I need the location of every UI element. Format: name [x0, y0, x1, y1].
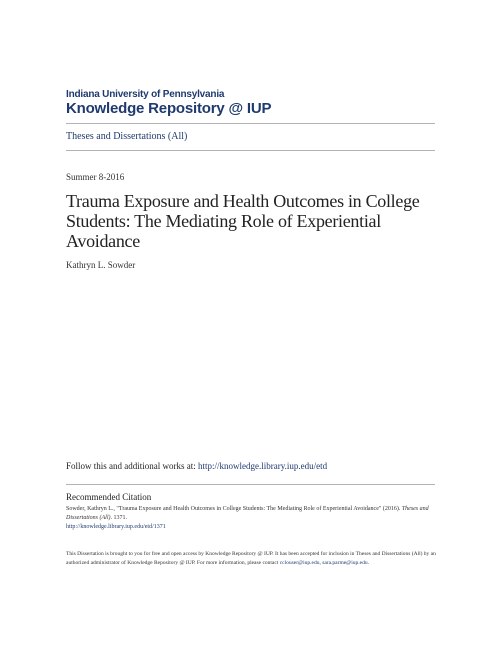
citation-text — [66, 505, 438, 532]
citation-main: Sowder, Kathryn L., "Trauma Exposure and Health Outcomes in College Students: The Mediating Role of Experiential Avoidance" (2016). — [66, 506, 402, 512]
notice-separator: , — [319, 560, 323, 566]
publication-date: Summer 8-2016 — [66, 172, 125, 182]
divider-middle — [66, 150, 435, 151]
contact-email-2[interactable]: sara.parme@iup.edu — [322, 560, 368, 566]
institution-name: Indiana University of Pennsylvania — [66, 89, 225, 100]
collection-link[interactable]: Theses and Dissertations (All) — [66, 131, 188, 142]
divider-lower — [66, 484, 435, 485]
citation-number: . 1371. — [110, 515, 127, 521]
follow-prefix: Follow this and additional works at: — [66, 461, 198, 471]
citation-series: Theses and Dissertations (All) — [66, 506, 429, 521]
divider-top — [66, 123, 435, 124]
follow-line — [66, 461, 327, 471]
document-title: Trauma Exposure and Health Outcomes in College Students: The Mediating Role of Experiential Avoidance — [66, 191, 420, 251]
contact-email-1[interactable]: cclouser@iup.edu — [279, 560, 320, 566]
notice-end: . — [367, 560, 369, 566]
author-name: Kathryn L. Sowder — [66, 260, 136, 270]
follow-link[interactable]: http://knowledge.library.iup.edu/etd — [198, 461, 328, 471]
access-notice — [66, 550, 438, 568]
recommended-citation-heading: Recommended Citation — [66, 492, 152, 502]
notice-text: This Dissertation is brought to you for free and open access by Knowledge Repository @ IUP. It has been accepted for inclusion in Theses and Dissertations (All) by an authorized administrator of Knowledge Repository @ IUP. For more information, please contact — [66, 551, 436, 566]
repository-name[interactable]: Knowledge Repository @ IUP — [66, 100, 272, 117]
citation-link[interactable]: http://knowledge.library.iup.edu/etd/1371 — [66, 524, 166, 530]
